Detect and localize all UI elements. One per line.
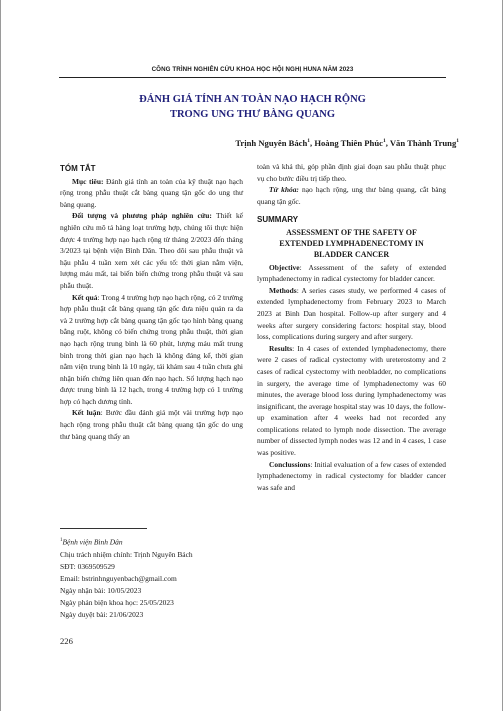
affiliation-name: Bệnh viện Bình Dân xyxy=(62,537,123,547)
results-text-vi: : Trong 4 trường hợp nạo hạch rộng, có 2 trường hợp phẫu thuật cắt bàng quang tận gốc đưa niệu quản ra da và 2 trường hợp cắt bàng quang tận gốc tạo hình bàng quang bằng ruột, không có biến chứng trong phẫu thuật, thời gian nạo hạch rộng trung bình là 60 phút, lượng máu mất trung bình trong thời gian nạo hạch là không đáng kể, thời gian nằm viện trung bình là 10 ngày, tái khám sau 4 tuần chưa ghi nhận biến chứng liên quan đến nạo hạch. Số lượng hạch nạo được trung bình là 12 hạch, trong 4 trường hợp có 1 trường hợp có hạch dương tính. xyxy=(60,292,243,406)
conclusion-continuation-vi: toàn và khả thi, góp phần định giai đoạn sau phẫu thuật phục vụ cho bước điều trị tiếp theo. xyxy=(257,162,446,183)
author-list: Trịnh Nguyên Bách$^1$, Hoàng Thiên Phúc$^1$, Văn Thành Trung$^1$ xyxy=(235,138,459,148)
header-rule xyxy=(59,77,446,78)
summary-heading: SUMMARY xyxy=(257,215,299,225)
objective-label-vi: Mục tiêu: xyxy=(72,176,104,186)
objective-text-en: : Assessment of the safety of extended lymphadenectomy in radical cystectomy for bladder cancer. xyxy=(257,262,446,284)
page-number: 226 xyxy=(60,636,73,646)
abstract-heading-vi: TÓM TẮT xyxy=(60,164,96,173)
conclusion-text-en: : Initial evaluation of a few cases of extended lymphadenectomy in radical cystectomy for bladder cancer was safe and xyxy=(257,459,446,492)
running-head: CÔNG TRÌNH NGHIÊN CỨU KHOA HỌC HỘI NGHỊ HUNA NĂM 2023 xyxy=(151,66,354,73)
footnote-line: Email: bstrinhnguyenbach@gmail.com xyxy=(60,573,177,583)
footnote-affiliation xyxy=(60,535,250,549)
author-name: Trịnh Nguyên Bách xyxy=(235,138,308,148)
keywords-text-vi: nạo hạch rộng, ung thư bàng quang, cắt bàng quang tận gốc. xyxy=(257,185,446,206)
title-line-1: ĐÁNH GIÁ TÍNH AN TOÀN NẠO HẠCH RỘNG xyxy=(139,94,366,105)
conclusion-text-vi: : Bước đầu đánh giá một vài trường hợp nạo hạch rộng trong phẫu thuật cắt bàng quang tận gốc do ung thư bàng quang thấy an xyxy=(60,408,243,441)
author-name: Hoàng Thiên Phúc xyxy=(314,138,383,148)
author-affiliation-mark: 1 xyxy=(382,138,386,145)
keywords-paragraph-vi xyxy=(257,184,446,207)
results-label-en: Results xyxy=(269,343,293,353)
footnote-line: Chịu trách nhiệm chính: Trịnh Nguyên Bách xyxy=(60,549,193,559)
english-title xyxy=(257,227,446,261)
results-text-en: : In 4 cases of extended lymphadenectomy, there were 2 cases of radical cystectomy with ureterostomy and 2 cases of radical cystectomy with neobladder, no complications in surgery, the average time of lymphadenectomy was 60 minutes, the average blood loss during lymphadenectomy was insignificant, the average hospital stay was 10 days, the follow-up examination after 4 weeks had not recorded any complications related to lymph node dissection. The average number of dissected lymph nodes was 12 and in 4 cases, 1 case was positive. xyxy=(257,343,446,458)
english-title-line-2: EXTENDED LYMPHADENECTOMY IN xyxy=(279,239,424,249)
results-paragraph-vi xyxy=(60,292,243,408)
keywords-label-vi: Từ khóa: xyxy=(269,185,299,195)
conclusion-paragraph-en xyxy=(257,459,446,494)
results-label-vi: Kết quả xyxy=(72,292,98,302)
methods-paragraph-vi xyxy=(60,210,243,291)
footnote-line: SĐT: 0369509529 xyxy=(60,561,115,571)
conclusion-paragraph-vi xyxy=(60,407,243,442)
author-affiliation-mark: 1 xyxy=(307,138,311,145)
methods-label-en: Methods xyxy=(269,285,297,295)
methods-text-en: : A series cases study, we performed 4 cases of extended lymphadenectomy from February 2023 to March 2023 at Binh Dan hospital. Follow-up after surgery and 4 weeks after surgery considering factors: hospital stay, blood loss, complications during surgery and after surgery. xyxy=(257,285,446,342)
results-paragraph-en xyxy=(257,343,446,459)
objective-label-en: Objective xyxy=(269,262,300,272)
english-title-line-3: BLADDER CANCER xyxy=(313,250,390,260)
footnote-line: Ngày nhận bài: 10/05/2023 xyxy=(60,585,142,595)
footnote-line: Ngày phản biện khoa học: 25/05/2023 xyxy=(60,597,174,607)
methods-label-vi: Đối tượng và phương pháp nghiên cứu: xyxy=(72,211,212,221)
affiliation-mark: 1 xyxy=(60,538,63,543)
methods-text-vi: Thiết kế nghiên cứu mô tả hàng loạt trường hợp, chúng tôi thực hiện được 4 trường hợp nạo hạch rộng từ tháng 2/2023 đến tháng 3/2023 tại bệnh viện Bình Dân. Theo dõi sau phẫu thuật và hậu phẫu 4 tuần xem xét các yếu tố: thời gian nằm viện, lượng máu mất, tai biến biến chứng trong phẫu thuật và sau phẫu thuật. xyxy=(60,211,243,290)
conclusion-label-en: Conclussions xyxy=(269,459,311,469)
footnotes xyxy=(60,535,250,621)
footnote-line: Ngày duyệt bài: 21/06/2023 xyxy=(60,610,144,620)
title-line-2: TRONG UNG THƯ BÀNG QUANG xyxy=(169,109,336,120)
author-affiliation-mark: 1 xyxy=(456,138,459,145)
methods-paragraph-en xyxy=(257,285,446,343)
english-title-line-1: ASSESSMENT OF THE SAFETY OF xyxy=(286,227,417,237)
author-name: Văn Thành Trung xyxy=(389,138,457,148)
footnote-rule xyxy=(60,528,147,529)
conclusion-label-vi: Kết luận xyxy=(72,408,101,418)
right-column xyxy=(257,161,446,493)
left-column xyxy=(60,163,243,442)
article-title xyxy=(1,92,503,122)
objective-paragraph-vi xyxy=(60,176,243,211)
objective-text-vi: Đánh giá tính an toàn của kỹ thuật nạo hạch rộng trong phẫu thuật cắt bàng quang tận gốc do ung thư bàng quang. xyxy=(60,176,243,209)
objective-paragraph-en xyxy=(257,262,446,285)
